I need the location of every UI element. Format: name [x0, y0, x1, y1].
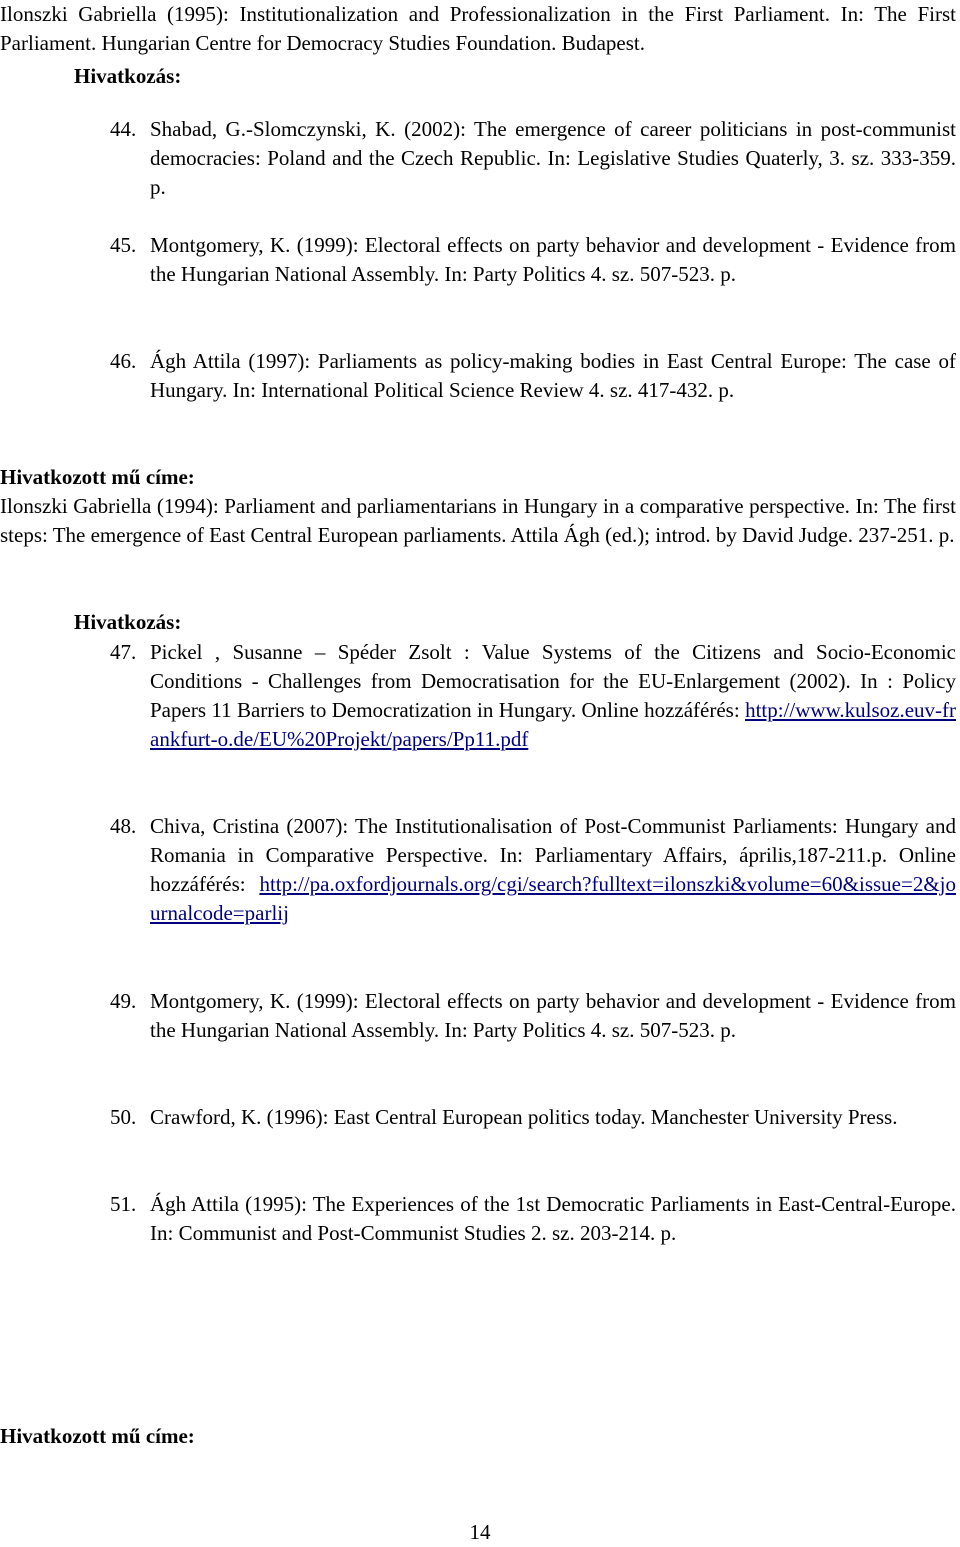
reference-item-48 — [110, 812, 956, 928]
reference-number: 46. — [110, 349, 137, 373]
cited-work-text: Ilonszki Gabriella (1994): Parliament and parliamentarians in Hungary in a comparative perspective. In: The first steps: The emergence of East Central European parliaments. Attila Ágh (ed.); introd. by David Judge. 237-251. p. — [0, 494, 956, 547]
reference-item-51 — [110, 1190, 956, 1248]
reference-item-45 — [110, 231, 956, 289]
reference-text: Shabad, G.-Slomczynski, K. (2002): The emergence of career politicians in post-communist democracies: Poland and the Czech Republic. In: Legislative Studies Quaterly, 3. sz. 333-359. p. — [150, 117, 956, 199]
section-heading-hivatkozas-1: Hivatkozás: — [74, 64, 182, 88]
reference-text — [150, 638, 956, 754]
top-citation: Ilonszki Gabriella (1995): Institutionalization and Professionalization in the First Parliament. In: The First Parliament. Hungarian Centre for Democracy Studies Foundation. Budapest. — [0, 2, 956, 55]
reference-item-47 — [110, 638, 956, 754]
page-number: 14 — [469, 1520, 491, 1544]
reference-item-50 — [110, 1103, 956, 1132]
online-link[interactable]: http://pa.oxfordjournals.org/cgi/search?fulltext=ilonszki&volume=60&issue=2&journalcode=parlij — [150, 872, 956, 925]
reference-number: 45. — [110, 233, 137, 257]
reference-body: Chiva, Cristina (2007): The Institutionalisation of Post-Communist Parliaments: Hungary and Romania in Comparative Perspective. In: Parliamentary Affairs, április,187-211.p. Online hozzáférés: — [150, 814, 956, 896]
reference-number: 51. — [110, 1192, 137, 1216]
reference-number: 50. — [110, 1105, 137, 1129]
reference-text: Ágh Attila (1997): Parliaments as policy-making bodies in East Central Europe: The case of Hungary. In: International Political Science Review 4. sz. 417-432. p. — [150, 349, 956, 402]
reference-item-46 — [110, 347, 956, 405]
reference-item-49 — [110, 987, 956, 1045]
reference-number: 48. — [110, 814, 137, 838]
online-link[interactable]: http://www.kulsoz.euv-frankfurt-o.de/EU%20Projekt/papers/Pp11.pdf — [150, 698, 956, 751]
reference-text: Montgomery, K. (1999): Electoral effects on party behavior and development - Evidence from the Hungarian National Assembly. In: Party Politics 4. sz. 507-523. p. — [150, 989, 956, 1042]
reference-text — [150, 812, 956, 928]
cited-work-heading-1: Hivatkozott mű címe: — [0, 465, 195, 489]
reference-number: 44. — [110, 117, 137, 141]
reference-text: Crawford, K. (1996): East Central European politics today. Manchester University Press. — [150, 1105, 898, 1129]
reference-body: Pickel , Susanne – Spéder Zsolt : Value Systems of the Citizens and Socio-Economic Conditions - Challenges from Democratisation for the EU-Enlargement (2002). In : Policy Papers 11 Barriers to Democratization in Hungary. Online hozzáférés: — [150, 640, 956, 722]
reference-item-44 — [110, 115, 956, 202]
section-heading-hivatkozas-2: Hivatkozás: — [74, 610, 182, 634]
reference-number: 49. — [110, 989, 137, 1013]
reference-text: Ágh Attila (1995): The Experiences of the 1st Democratic Parliaments in East-Central-Europe. In: Communist and Post-Communist Studies 2. sz. 203-214. p. — [150, 1192, 956, 1245]
cited-work-heading-2: Hivatkozott mű címe: — [0, 1424, 195, 1448]
reference-text: Montgomery, K. (1999): Electoral effects on party behavior and development - Evidence from the Hungarian National Assembly. In: Party Politics 4. sz. 507-523. p. — [150, 233, 956, 286]
reference-number: 47. — [110, 640, 137, 664]
